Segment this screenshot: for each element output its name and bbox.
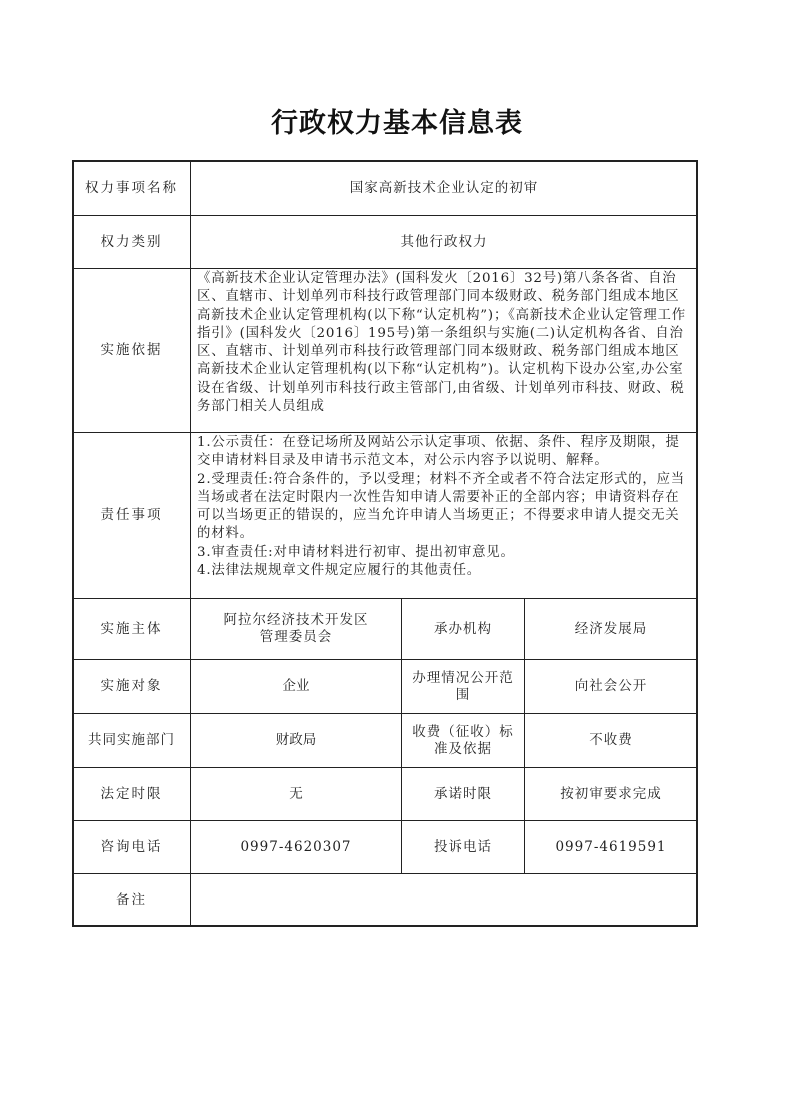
responsibilities-value [190, 432, 698, 599]
consult-phone-value: 0997-4620307 [190, 820, 402, 874]
disclosure-scope-value: 向社会公开 [524, 659, 698, 714]
promised-limit-value: 按初审要求完成 [524, 767, 698, 821]
category-label: 权力类别 [72, 215, 191, 269]
remarks-label: 备注 [72, 873, 191, 927]
handling-agency-label: 承办机构 [401, 598, 525, 660]
fee-standard-label: 收费（征收）标准及依据 [401, 713, 525, 768]
target-value: 企业 [190, 659, 402, 714]
legal-limit-value: 无 [190, 767, 402, 821]
category-value: 其他行政权力 [190, 215, 698, 269]
responsibility-item: 2.受理责任:符合条件的，予以受理；材料不齐全或者不符合法定形式的，应当当场或者在法定时限内一次性告知申请人需要补正的全部内容；申请资料存在可以当场更正的错误的，应当允许申请人当场更正；不得要求申请人提交无关的材料。 [197, 471, 685, 542]
joint-dept-label: 共同实施部门 [72, 713, 191, 768]
remarks-value [190, 873, 698, 927]
legal-limit-label: 法定时限 [72, 767, 191, 821]
handling-agency-value: 经济发展局 [524, 598, 698, 660]
info-table [72, 160, 698, 927]
complaint-phone-label: 投诉电话 [401, 820, 525, 874]
joint-dept-value: 财政局 [190, 713, 402, 768]
disclosure-scope-label: 办理情况公开范围 [401, 659, 525, 714]
implementer-text: 阿拉尔经济技术开发区管理委员会 [223, 612, 369, 645]
basis-text: 《高新技术企业认定管理办法》(国科发火〔2016〕32号)第八条各省、自治区、直辖市、计划单列市科技行政管理部门同本级财政、税务部门组成本地区高新技术企业认定管理机构(以下称“认定机构”)；《高新技术企业认定管理工作指引》(国科发火〔2016〕195号)第一条组织与实施(二)认定机构各省、自治区、直辖市、计划单列市科技行政管理部门同本级财政、税务部门组成本地区高新技术企业认定管理机构(以下称“认定机构”)。认定机构下设办公室,办公室设在省级、计划单列市科技行政主管部门,由省级、计划单列市科技、财政、税务部门相关人员组成 [197, 271, 686, 415]
basis-value [190, 268, 698, 433]
page-title: 行政权力基本信息表 [271, 108, 523, 139]
responsibility-item: 3.审查责任:对申请材料进行初审、提出初审意见。 [197, 544, 515, 560]
implementer-value [190, 598, 402, 660]
consult-phone-label: 咨询电话 [72, 820, 191, 874]
target-label: 实施对象 [72, 659, 191, 714]
complaint-phone-value: 0997-4619591 [524, 820, 698, 874]
fee-standard-value: 不收费 [524, 713, 698, 768]
responsibilities-label: 责任事项 [72, 432, 191, 599]
implementer-label: 实施主体 [72, 598, 191, 660]
item-name-value: 国家高新技术企业认定的初审 [190, 160, 698, 216]
responsibility-item: 4.法律法规规章文件规定应履行的其他责任。 [197, 563, 481, 579]
item-name-label: 权力事项名称 [72, 160, 191, 216]
promised-limit-label: 承诺时限 [401, 767, 525, 821]
basis-label: 实施依据 [72, 268, 191, 433]
responsibility-item: 1.公示责任：在登记场所及网站公示认定事项、依据、条件、程序及期限，提交申请材料目录及申请书示范文本，对公示内容予以说明、解释。 [197, 435, 680, 469]
